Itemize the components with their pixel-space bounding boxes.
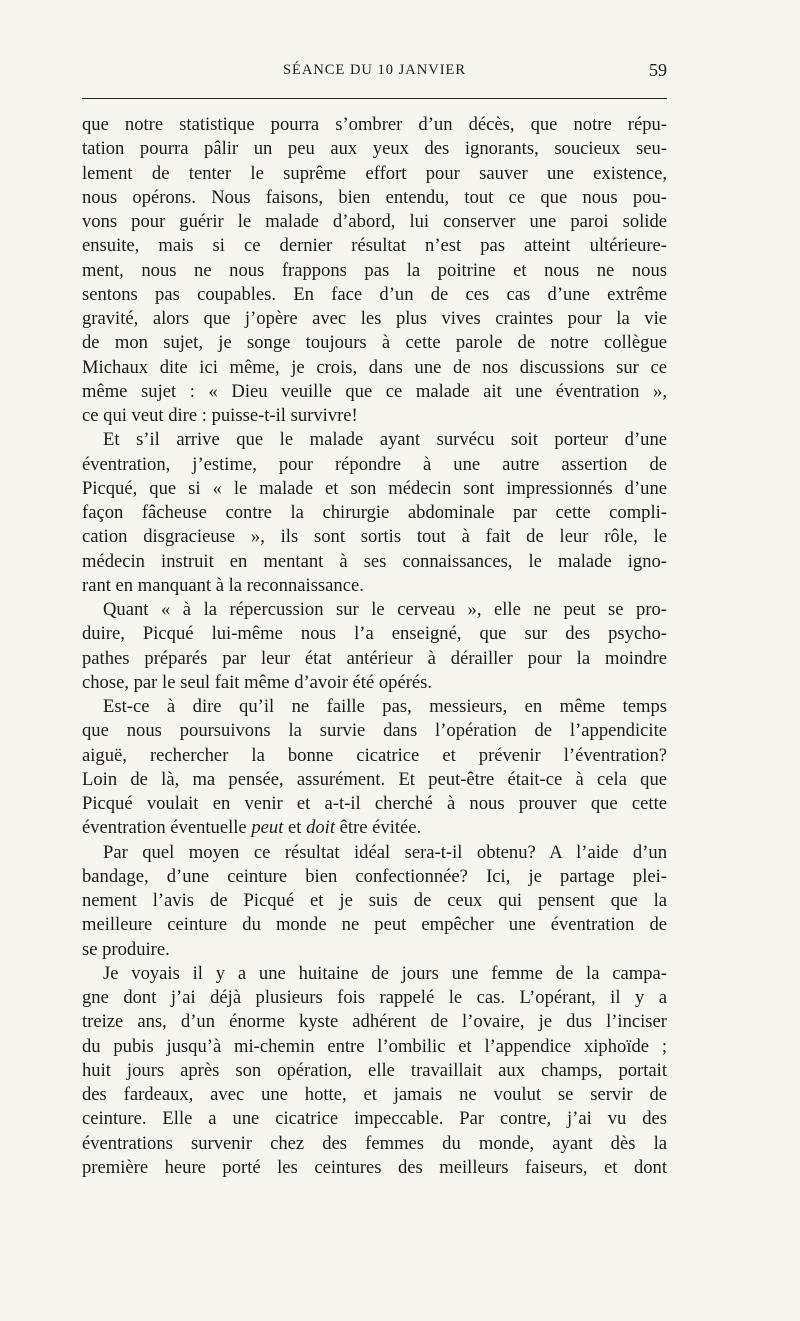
page-number: 59 <box>649 60 667 80</box>
text-line: chose, par le seul fait même d’avoir été opérés. <box>82 671 433 693</box>
text-line: cation disgracieuse », ils sont sortis tout à fait de leur rôle, le <box>82 526 667 548</box>
text-line: de mon sujet, je songe toujours à cette parole de notre collègue <box>82 332 667 354</box>
text-line: bandage, d’une ceinture bien confectionnée? Ici, je partage plei- <box>82 865 667 887</box>
text-line: gravité, alors que j’opère avec les plus vives craintes pour la vie <box>82 308 667 329</box>
text-line: du pubis jusqu’à mi-chemin entre l’ombilic et l’appendice xiphoïde ; <box>82 1035 667 1057</box>
text-line: gne dont j’ai déjà plusieurs fois rappelé le cas. L’opérant, il y a <box>82 987 667 1008</box>
text-line: Est-ce à dire qu’il ne faille pas, messieurs, en même temps <box>103 696 667 717</box>
text-line: ce qui veut dire : puisse-t-il survivre! <box>82 405 358 426</box>
text-line: sentons pas coupables. En face d’un de ces cas d’une extrême <box>82 283 667 305</box>
text-line: Par quel moyen ce résultat idéal sera-t-il obtenu? A l’aide d’un <box>103 841 667 863</box>
text-line: Loin de là, ma pensée, assurément. Et peut-être était-ce à cela que <box>82 768 667 790</box>
italic-word: doit <box>306 817 336 839</box>
running-head <box>82 60 667 84</box>
text-line: Je voyais il y a une huitaine de jours une femme de la campa- <box>103 962 667 984</box>
text-line: que nous poursuivons la survie dans l’opération de l’appendicite <box>82 720 667 742</box>
text-line: nement l’avis de Picqué et je suis de ceux qui pensent que la <box>82 890 667 911</box>
paragraph <box>82 962 667 1180</box>
text-line: vons pour guérir le malade d’abord, lui conserver une paroi solide <box>82 211 667 232</box>
text-line: façon fâcheuse contre la chirurgie abdominale par cette compli- <box>82 502 667 523</box>
text-line: nous opérons. Nous faisons, bien entendu, tout ce que nous pou- <box>82 186 667 208</box>
running-title: SÉANCE DU 10 JANVIER <box>282 62 467 78</box>
text-line: médecin instruit en mentant à ses connaissances, le malade igno- <box>82 550 667 572</box>
text-line: se produire. <box>82 938 170 960</box>
text-line <box>82 816 667 840</box>
text-line: meilleure ceinture du monde ne peut empêcher une éventration de <box>82 914 667 936</box>
text-line: Michaux dite ici même, je crois, dans une de nos discussions sur ce <box>82 356 667 378</box>
text-line: des fardeaux, avec une hotte, et jamais ne voulut se servir de <box>82 1084 667 1105</box>
paragraph <box>82 695 667 841</box>
paragraph <box>82 428 667 598</box>
italic-word: peut <box>251 817 284 839</box>
text-line: Picqué voulait en venir et a-t-il cherché à nous prouver que cette <box>82 793 667 814</box>
text-line: que notre statistique pourra s’ombrer d’un décès, que notre répu- <box>82 114 667 135</box>
text-line: duire, Picqué lui-même nous l’a enseigné, que sur des psycho- <box>82 623 667 645</box>
text-line: Quant « à la répercussion sur le cerveau », elle ne peut se pro- <box>103 599 667 620</box>
text-run: être évitée. <box>335 817 422 839</box>
text-run: et <box>283 817 307 839</box>
text-line: aiguë, rechercher la bonne cicatrice et prévenir l’éventration? <box>82 744 667 766</box>
text-line: éventrations survenir chez des femmes du monde, ayant dès la <box>82 1132 667 1154</box>
body-text <box>82 113 667 1180</box>
text-line: ensuite, mais si ce dernier résultat n’est pas atteint ultérieure- <box>82 235 667 257</box>
text-line: rant en manquant à la reconnaissance. <box>82 574 364 596</box>
paragraph <box>82 598 667 695</box>
paragraph <box>82 113 667 428</box>
text-line: ceinture. Elle a une cicatrice impeccable. Par contre, j’ai vu des <box>82 1108 667 1130</box>
text-line: même sujet : « Dieu veuille que ce malade ait une éventration », <box>82 380 667 402</box>
text-line: Et s’il arrive que le malade ayant survécu soit porteur d’une <box>103 429 667 451</box>
text-line: treize ans, d’un énorme kyste adhérent de l’ovaire, je dus l’inciser <box>82 1011 667 1033</box>
text-run: éventration éventuelle <box>82 817 252 839</box>
text-line: tation pourra pâlir un peu aux yeux des ignorants, soucieux seu- <box>82 138 667 160</box>
paragraph <box>82 841 667 962</box>
text-line: pathes préparés par leur état antérieur à dérailler pour la moindre <box>82 647 667 669</box>
text-line: huit jours après son opération, elle travaillait aux champs, portait <box>82 1059 667 1081</box>
text-line: première heure porté les ceintures des meilleurs faiseurs, et dont <box>82 1156 667 1178</box>
text-line: éventration, j’estime, pour répondre à une autre assertion de <box>82 453 667 475</box>
header-rule <box>82 98 667 99</box>
text-line: Picqué, que si « le malade et son médecin sont impressionnés d’une <box>82 477 667 499</box>
text-line: lement de tenter le suprême effort pour sauver une existence, <box>82 162 667 184</box>
text-line: ment, nous ne nous frappons pas la poitrine et nous ne nous <box>82 259 667 281</box>
